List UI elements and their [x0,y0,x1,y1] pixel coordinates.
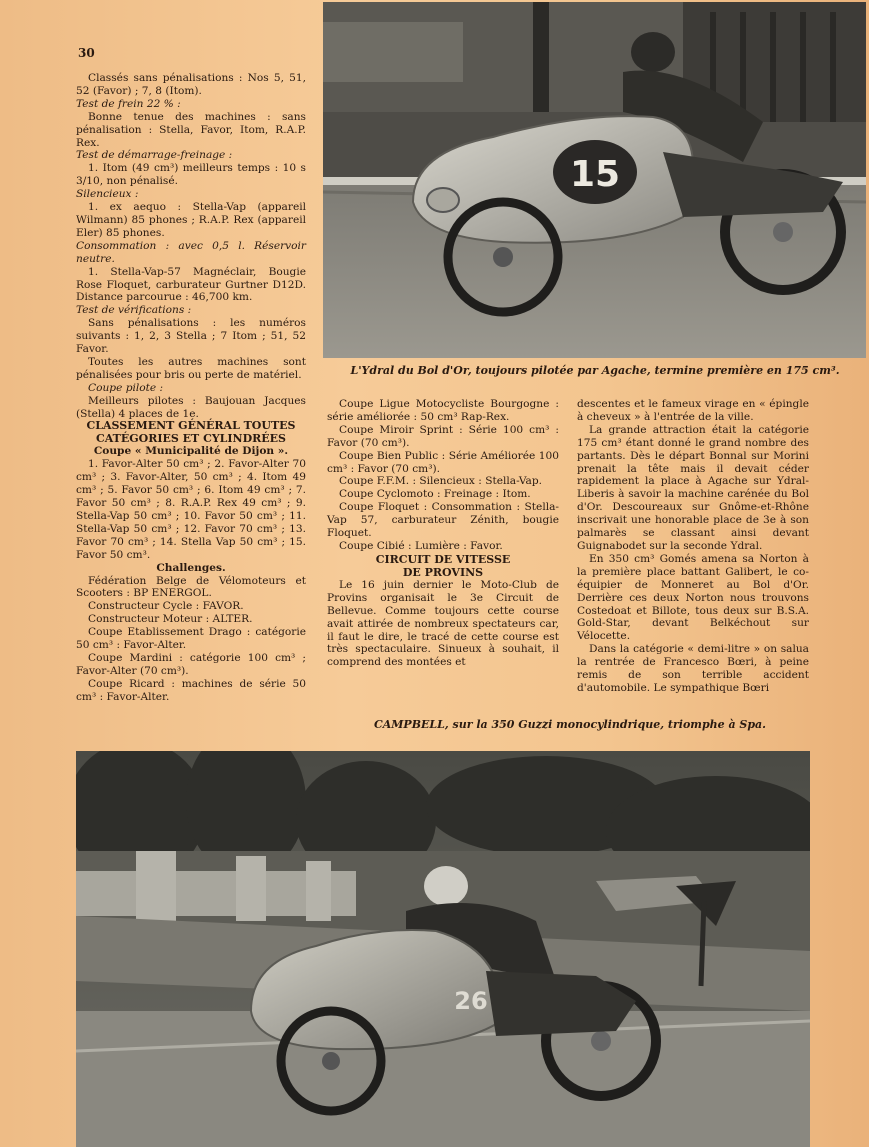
text-paragraph: 1. Favor-Alter 50 cm³ ; 2. Favor-Alter 70 cm³ ; 3. Favor-Alter, 50 cm³ ; 4. Itom 49 cm³ ; 5. Favor 50 cm³ ; 6. Itom 49 cm³ ; 7. Favor 50 cm³ ; 8. R.A.P. Rex 49 cm³ ; 9. Stella-Vap 50 cm³ ; 10. Favor 50 cm³ ; 11. Stella-Vap 50 cm³ ; 12. Favor 70 cm³ ; 13. Favor 70 cm³ ; 14. Stella Vap 50 cm³ ; 15. Favor 50 cm³. [76,458,306,561]
text-paragraph: La grande attraction était la catégorie 175 cm³ étant donné le grand nombre des partants. Dès le départ Bonnal sur Morini prenait la tête mais il devait céder rapidement la place à Agache sur Ydral-Liberis à savoir la machine carénée du Bol d'Or. Descoureaux sur Gnôme-et-Rhône inscrivait une honorable place de 3e à son palmarès se classant ainsi devant Guignabodet sur la seconde Ydral. [577,423,809,552]
photo-top-motorcycle [323,2,866,358]
text-paragraph: Coupe Bien Public : Série Améliorée 100 cm³ : Favor (70 cm³). [327,449,559,475]
subheading: Silencieux : [76,188,139,201]
section-title-provins: CIRCUIT DE VITESSE DE PROVINS [375,552,511,579]
text-paragraph: Toutes les autres machines sont pénalisées pour bris ou perte de matériel. [76,355,306,381]
subheading: Consommation : avec 0,5 l. Réservoir neutre. [76,239,306,265]
text-paragraph: Bonne tenue des machines : sans pénalisation : Stella, Favor, Itom, R.A.P. Rex. [76,110,306,149]
subheading: Coupe pilote : [88,381,164,394]
text-paragraph: Dans la catégorie « demi-litre » on salua la rentrée de Francesco Bœri, à peine remis de son terrible accident d'automobile. Le sympathique Bœri [577,643,809,694]
text-paragraph: Coupe Floquet : Consommation : Stella-Vap 57, carburateur Zénith, bougie Floquet. [327,501,559,540]
race-number-15: 15 [569,154,621,195]
text-paragraph: Meilleurs pilotes : Baujouan Jacques (Stella) 4 places de 1e. [76,394,306,420]
subheading-coupe-dijon: Coupe « Municipalité de Dijon ». [93,445,289,458]
text-paragraph: Le 16 juin dernier le Moto-Club de Provins organisait le 3e Circuit de Bellevue. Comme toujours cette course avait attirée de nombreux spectateurs car, il faut le dire, le tracé de cette course est très spectaculaire. Sinueux à souhait, il comprend des montées et [327,578,559,669]
text-paragraph: Fédération Belge de Vélomoteurs et Scooters : BP ENERGOL. [76,574,306,600]
text-paragraph: Classés sans pénalisations : Nos 5, 51, 52 (Favor) ; 7, 8 (Itom). [76,72,306,97]
text-paragraph: Coupe Cyclomoto : Freinage : Itom. [339,488,531,501]
text-paragraph: Constructeur Cycle : FAVOR. [88,600,244,613]
text-paragraph: Sans pénalisations : les numéros suivants : 1, 2, 3 Stella ; 7 Itom ; 51, 52 Favor. [76,317,306,356]
text-paragraph: 1. Stella-Vap-57 Magnéclair, Bougie Rose Floquet, carburateur Gurtner D12D. Distance parcourue : 46,700 km. [76,265,306,304]
photo-bottom-caption: CAMPBELL, sur la 350 Guzzi monocylindrique, triomphe à Spa. [373,718,767,731]
text-paragraph: 1. Itom (49 cm³) meilleurs temps : 10 s 3/10, non pénalisé. [76,162,306,188]
text-paragraph: Coupe Mardini : catégorie 100 cm³ ; Favor-Alter (70 cm³). [76,651,306,677]
column-1 [76,72,306,704]
text-paragraph: En 350 cm³ Gomés amena sa Norton à la première place battant Galibert, le co-équipier de Monneret au Bol d'Or. Derrière ces deux Norton nous trouvons Costedoat et Billote, tous deux sur B.S.A. Gold-Star, devant Belkéchout sur Vélocette. [577,552,809,643]
photo-bottom-motorcycle [76,751,810,1147]
text-paragraph: Coupe Miroir Sprint : Série 100 cm³ : Favor (70 cm³). [327,423,559,449]
race-number-26: 26 [454,987,488,1015]
subheading: Test de frein 22 % : [76,97,181,110]
section-heading-classement: CLASSEMENT GÉNÉRAL TOUTES CATÉGORIES ET CYLINDRÉES [86,419,296,445]
text-paragraph: Coupe Cibié : Lumière : Favor. [339,539,503,552]
text-paragraph: descentes et le fameux virage en « épingle à cheveux » à l'entrée de la ville. [577,398,809,423]
text-paragraph: Coupe F.F.M. : Silencieux : Stella-Vap. [339,475,543,488]
subheading-challenges: Challenges. [156,561,226,574]
text-paragraph: Coupe Etablissement Drago : catégorie 50 cm³ : Favor-Alter. [76,626,306,652]
text-paragraph: Coupe Ligue Motocycliste Bourgogne : série améliorée : 50 cm³ Rap-Rex. [327,398,559,423]
subheading: Test de vérifications : [76,304,192,317]
text-paragraph: Constructeur Moteur : ALTER. [88,613,253,626]
text-paragraph: 1. ex aequo : Stella-Vap (appareil Wilmann) 85 phones ; R.A.P. Rex (appareil Eler) 85 phones. [76,201,306,239]
column-2 [327,398,559,669]
column-3 [577,398,809,695]
photo-top-caption: L'Ydral du Bol d'Or, toujours pilotée par Agache, termine première en 175 cm³. [350,364,840,377]
subheading: Test de démarrage-freinage : [76,149,233,162]
page-number: 30 [78,46,95,60]
text-paragraph: Coupe Ricard : machines de série 50 cm³ : Favor-Alter. [76,677,306,703]
